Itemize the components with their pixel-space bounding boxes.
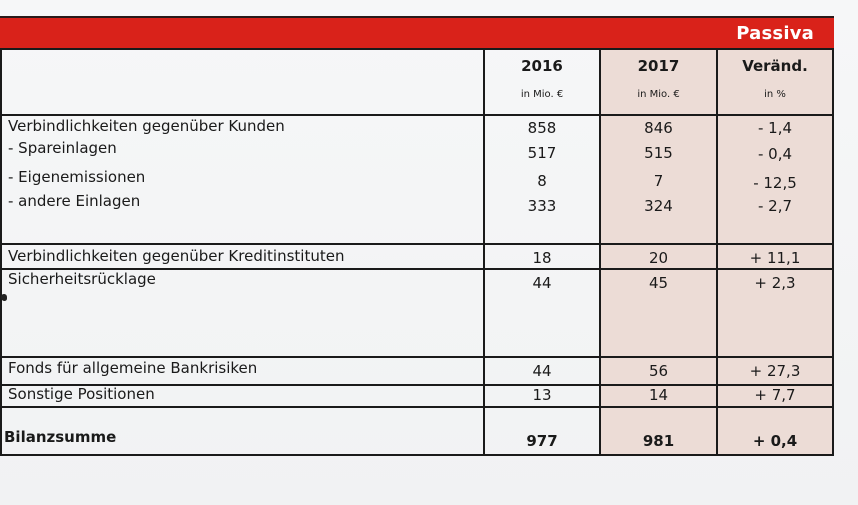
row-label: Fonds für allgemeine Bankrisiken bbox=[8, 359, 258, 377]
row-label: Sonstige Positionen bbox=[8, 385, 155, 403]
table-bottom-line bbox=[0, 454, 834, 456]
cell-change-total: + 0,4 bbox=[752, 432, 798, 450]
cell-2017-total: 981 bbox=[642, 432, 675, 450]
cell-change: - 2,7 bbox=[757, 197, 793, 215]
row-label: - andere Einlagen bbox=[8, 192, 141, 210]
cell-2017: 20 bbox=[648, 249, 669, 267]
row-line-1 bbox=[0, 243, 834, 245]
cell-2017: 324 bbox=[644, 197, 673, 215]
header-2016: 2016 bbox=[521, 57, 563, 75]
cell-2016: 44 bbox=[532, 362, 552, 380]
cell-2017: 45 bbox=[648, 274, 669, 292]
cell-2016: 18 bbox=[532, 249, 552, 267]
cell-2017: 14 bbox=[648, 386, 669, 404]
header-2016-unit: in Mio. € bbox=[520, 89, 564, 100]
header-change-unit: in % bbox=[764, 89, 786, 100]
row-label: Sicherheitsrücklage bbox=[8, 270, 156, 288]
cell-change: + 11,1 bbox=[749, 249, 801, 267]
header-change: Veränd. bbox=[742, 57, 808, 75]
cell-2016: 44 bbox=[532, 274, 552, 292]
cell-2016-total: 977 bbox=[526, 432, 558, 450]
table-title: Passiva bbox=[736, 23, 814, 44]
cell-2017: 7 bbox=[653, 172, 664, 190]
cell-2017: 56 bbox=[648, 362, 669, 380]
title-bar bbox=[0, 16, 834, 50]
cell-change: + 7,7 bbox=[754, 386, 796, 404]
cell-2016: 858 bbox=[527, 119, 557, 137]
row-line-3 bbox=[0, 356, 834, 358]
cell-change: - 0,4 bbox=[757, 145, 793, 163]
cell-2017: 846 bbox=[644, 119, 673, 137]
row-line-5 bbox=[0, 406, 834, 408]
cell-change: - 1,4 bbox=[757, 119, 793, 137]
cell-2016: 517 bbox=[527, 144, 557, 162]
header-2017: 2017 bbox=[637, 57, 680, 75]
row-label-total: Bilanzsumme bbox=[4, 428, 117, 446]
row-label: - Eigenemissionen bbox=[8, 168, 146, 186]
right-border bbox=[832, 50, 834, 456]
row-label: Verbindlichkeiten gegenüber Kreditinstituten bbox=[8, 247, 345, 265]
left-border bbox=[0, 50, 2, 456]
scan-smudge bbox=[1, 294, 7, 301]
header-2017-unit: in Mio. € bbox=[637, 89, 680, 100]
cell-2016: 8 bbox=[537, 172, 547, 190]
cell-change: + 27,3 bbox=[749, 362, 801, 380]
cell-change: - 12,5 bbox=[753, 174, 797, 192]
cell-2016: 333 bbox=[527, 197, 557, 215]
row-label: - Spareinlagen bbox=[8, 139, 117, 157]
row-label: Verbindlichkeiten gegenüber Kunden bbox=[8, 117, 285, 135]
cell-change: + 2,3 bbox=[754, 274, 796, 292]
cell-2016: 13 bbox=[532, 386, 552, 404]
header-bottom-line bbox=[0, 114, 834, 116]
cell-2017: 515 bbox=[644, 144, 673, 162]
